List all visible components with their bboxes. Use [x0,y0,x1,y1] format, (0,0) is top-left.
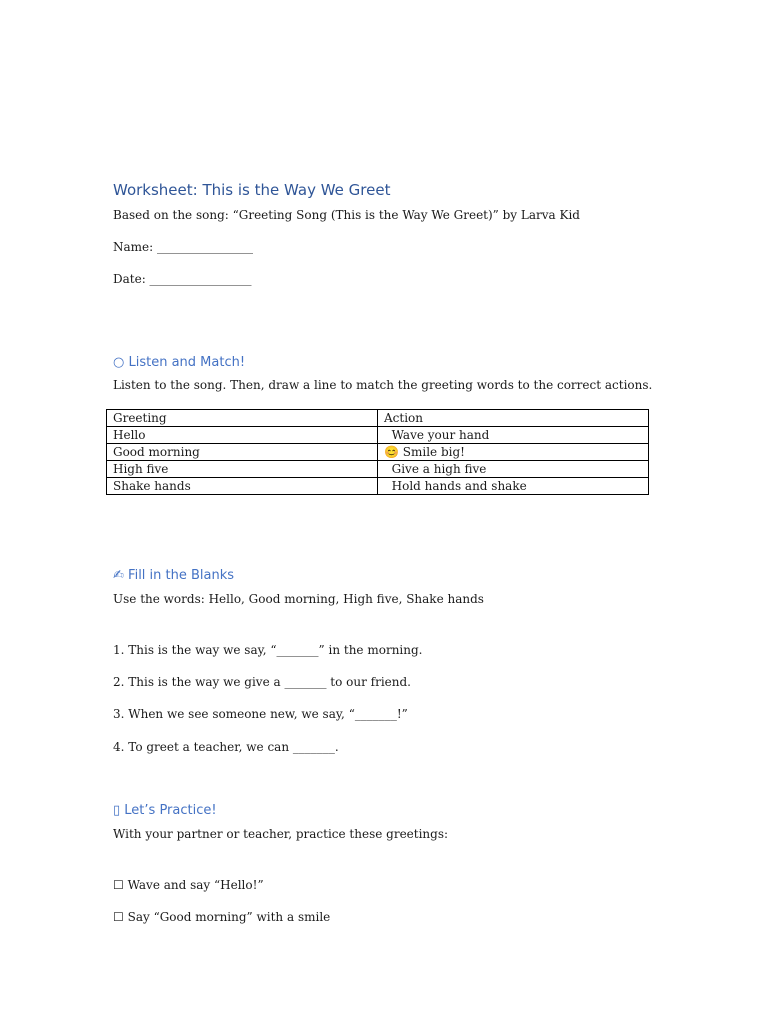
practice-heading-text: Let’s Practice! [124,803,217,818]
table-cell-action: 😊 Smile big! [378,444,649,461]
listen-match-instructions: Listen to the song. Then, draw a line to match the greeting words to the correct actions. [113,378,653,392]
blank-item: 3. When we see someone new, we say, “_______!” [113,707,408,721]
table-cell-action: Give a high five [378,461,649,478]
word-bank: Use the words: Hello, Good morning, High five, Shake hands [113,592,484,606]
greeting-action-table [106,409,649,495]
missing-glyph-icon: ▯ [113,803,121,818]
table-header-greeting: Greeting [107,410,378,427]
table-row [107,461,649,478]
listen-match-heading-text: Listen and Match! [128,355,246,370]
checkbox-icon: ☐ [113,910,124,924]
checklist-item [113,909,330,925]
date-line: Date: _________________ [113,272,252,286]
table-cell-greeting: Shake hands [107,478,378,495]
fill-blanks-heading [113,568,234,583]
circle-icon: ○ [113,355,125,370]
checklist-item [113,877,264,893]
table-row [107,427,649,444]
table-cell-action: Wave your hand [378,427,649,444]
practice-instructions: With your partner or teacher, practice these greetings: [113,827,449,841]
table-cell-action: Hold hands and shake [378,478,649,495]
table-cell-greeting: Hello [107,427,378,444]
writing-hand-icon: ✍ [113,568,124,583]
table-header-action: Action [378,410,649,427]
checklist-item-text: Say “Good morning” with a smile [127,910,331,924]
worksheet-title: Worksheet: This is the Way We Greet [113,181,391,199]
table-row [107,444,649,461]
listen-match-heading [113,355,245,370]
blank-item: 4. To greet a teacher, we can _______. [113,740,339,754]
blank-item: 1. This is the way we say, “_______” in the morning. [113,643,423,657]
table-row [107,478,649,495]
name-line: Name: ________________ [113,240,253,254]
checkbox-icon: ☐ [113,878,124,892]
table-cell-greeting: Good morning [107,444,378,461]
practice-heading [113,803,217,818]
worksheet-subtitle: Based on the song: “Greeting Song (This is the Way We Greet)” by Larva Kid [113,208,580,222]
table-header-row [107,410,649,427]
checklist-item-text: Wave and say “Hello!” [127,878,264,892]
blank-item: 2. This is the way we give a _______ to our friend. [113,675,411,689]
fill-blanks-heading-text: Fill in the Blanks [128,568,235,583]
table-cell-greeting: High five [107,461,378,478]
